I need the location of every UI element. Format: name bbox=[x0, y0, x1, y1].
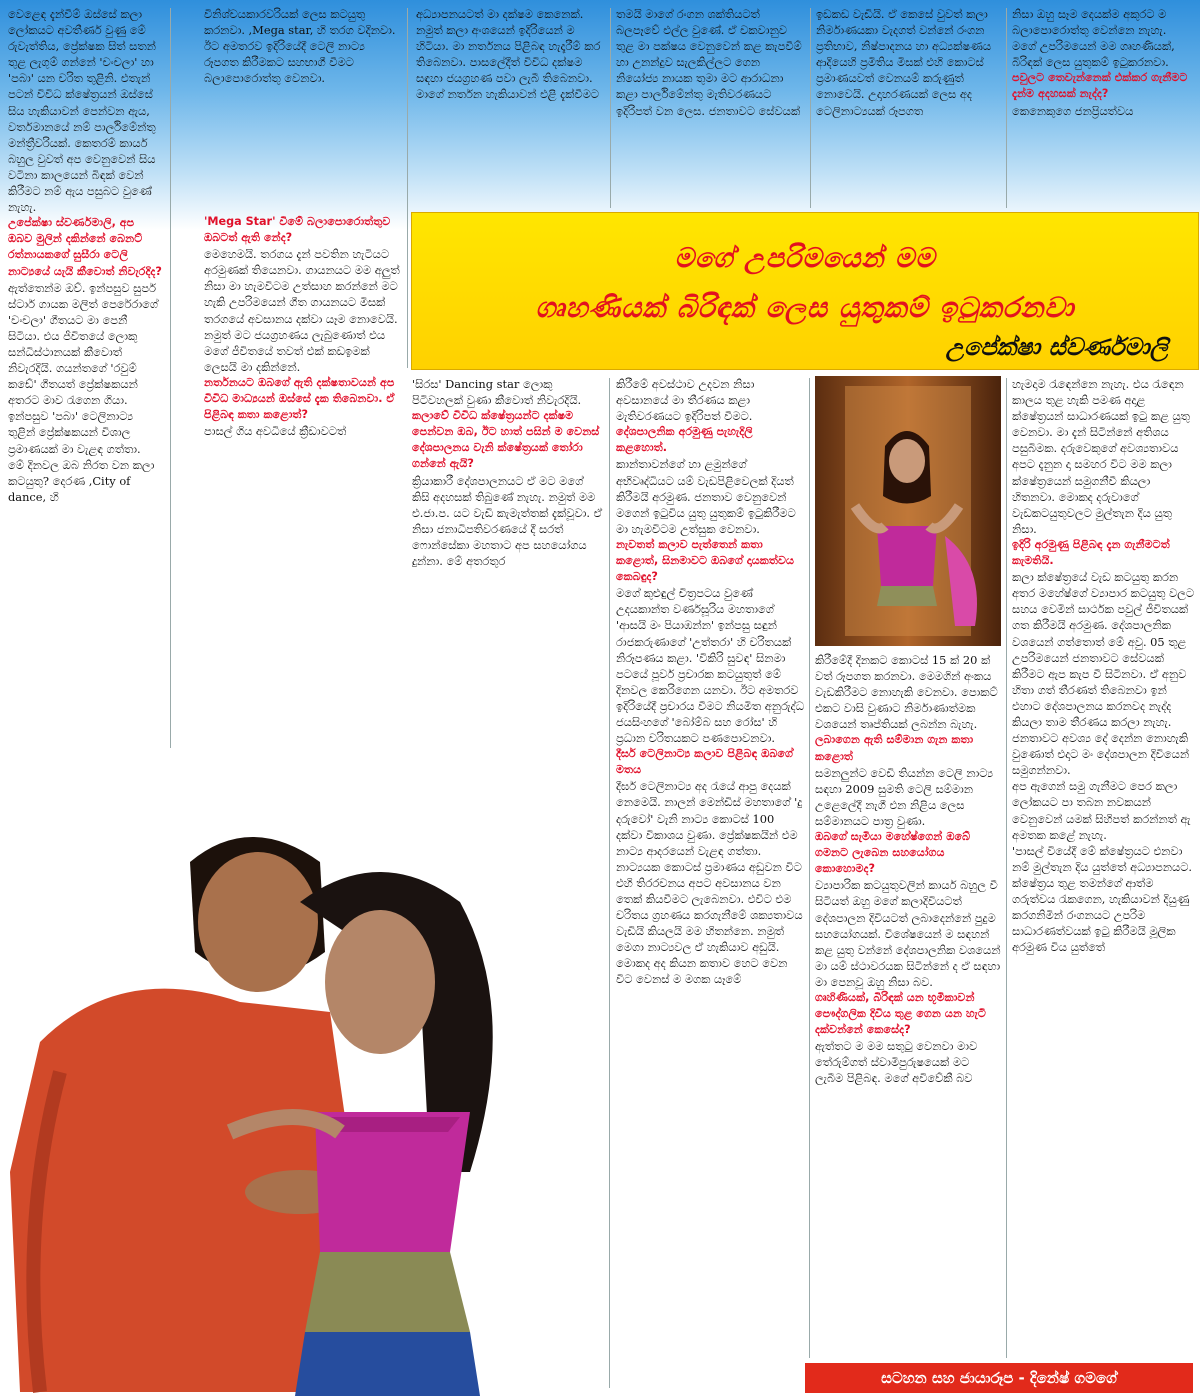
paragraph: කිරීමේදී දිනකට කොටස් 15 ක් 20 ක් වත් රූපගත කරනවා. මෙමගින් අංකය වැඩකිරීමට නොහැකි වෙනවා. පොකට් එකට වාසි වුණාට නිර්මාණාත්මක වශයෙන් තෘප්තියක් ලබන්න බැහැ. bbox=[815, 653, 998, 732]
column-rule bbox=[809, 378, 810, 1358]
column-rule bbox=[609, 378, 610, 1388]
paragraph: අප ඇගෙන් සමු ගැනීමට පෙර කලා ලෝකයට පා තබන නවකයන් වෙනුවෙන් යමක් සිහිපත් කරන්නත් ඇ අමතක කළේ නැහැ. bbox=[1012, 779, 1191, 842]
paragraph: විනිශ්චයකාරවරියක් ලෙස කටයුතු කරනවා. ,Mega star, හි තරග වදිනවා. ඊට අමතරව ඉදිරියේදී ටෙලි නාට්‍ය රූපගත කිරීමකට සහභාගී වීමට බලාපොරොත්තු වෙනවා. bbox=[204, 7, 396, 86]
paragraph: පාසල් ගිය අවධියේ ක්‍රීඩාවටත් bbox=[204, 424, 347, 439]
question-heading: දේශපාලනික අරමුණු පැහැදිලි කළහොත්. bbox=[616, 425, 753, 455]
paragraph: වෙළෙඳ දැන්වීම් ඔස්සේ කලා ලෝකයට අවතීර්ණ වුණු මේ රුවැත්තිය, ප්‍රේක්ෂක සිත් සතන් තුළ ලැගුම් ගන්නේ 'චංචලා' හා 'පබා' යන චරිත තුළිනි. එතැන් පටන් විවිධ ක්ෂේත්‍රයන් ඔස්සේ සිය හැකියාවන් පෙන්වන ඇය, වර්තමානයේ නම් පාර්ලිමේන්තු මන්ත්‍රීවරියක්. කෙතරම් කාර්ය බහුල වුවත් අප වෙනුවෙන් සිය වටිනා කාලයෙන් බිඳක් වෙන් කිරීමට නම් ඇය පසුබට වුණේ නැහැ. bbox=[8, 7, 156, 215]
paragraph: සමනලුන්ට වෙඩි තියන්න ටෙලි නාට්‍ය සඳහා 2009 සුමති ටෙලි සම්මාන උළෙලේදී නැගී එන නිළිය ලෙස සම්මානයට පාත්‍ර වුණා. bbox=[815, 765, 994, 828]
column-3 bbox=[416, 6, 606, 206]
column-6 bbox=[1012, 6, 1194, 206]
column-2-lower bbox=[204, 214, 402, 769]
byline: උපේක්ෂා ස්වර්ණමාලි bbox=[945, 333, 1168, 361]
paragraph: ඇත්තෙන්ම ඔව්. ඉන්පසුව සුපර් ස්ටාර් ගායක මලිත් පෙරේරාගේ 'චංචලා' ගීතයට මා පෙනී සිටියා. එය ජීවිතයේ ලොකු සන්ධිස්ථානයක් කීවොත් නිවැරදියි. ගයන්තගේ 'රවුම් කඩේ' ගීතයත් ප්‍රේක්ෂකයන් අතරට මාව රැගෙන ගියා. ඉන්පසුව 'පබා' ටෙලිනාට්‍ය තුළින් ප්‍රේක්ෂකයන් විශාල ප්‍රමාණයක් මා වැළඳ ගත්තා. bbox=[8, 280, 158, 456]
question-heading: නැවතත් කලාව පැත්තෙන් කතා කළොත්, සිනමාවට ඔබගේ දායකත්වය කෙබඳුද? bbox=[616, 537, 795, 584]
column-5 bbox=[816, 6, 1002, 206]
column-8 bbox=[616, 376, 804, 1388]
paragraph: 'පාසල් වියේදී මේ ක්ෂේත්‍රයට එනවා නම් මුල්තැන දිය යුත්තේ අධ්‍යාපනයට. ක්ෂේත්‍රය තුළ තමන්ගේ ආත්ම ගරුත්වය රැකගෙන, හැකියාවන් දියුණු කරගනිමින් රංගනයට උපරිම සාධාරණත්වයක් ඉටු කිරීමයි මූලික අරමුණ විය යුත්තේ bbox=[1012, 843, 1192, 955]
question-heading: ලබාගෙන ඇති සම්මාන ගැන කතා කළොත් bbox=[815, 733, 974, 763]
paragraph: ඇත්තට ම මම සතුටු වෙනවා මාව තේරුම්ගත් ස්වාමිපුරුෂයෙක් මට ලැබීම පිළිබඳ. මගේ අවිවේකී බව bbox=[815, 1039, 978, 1086]
paragraph: ඉඩකඩ වැඩියි. ඒ කෙසේ වුවත් කලා නිර්මාණයකා වැදගත් වන්නේ රංගන ප්‍රතිභාව, නිෂ්පාදනය හා අධ්‍යක්ෂණය ආදියෙහි ප්‍රමිතිය මිසක් එහි කොටස් ප්‍රමාණයවත් වෙනයම් කරුණුත් නොවෙයි. උදාහරණයක් ලෙස අද ටෙලිනාට්‍යයක් රූපගත bbox=[816, 7, 992, 118]
question-heading: කලාවේ විවිධ ක්ෂේත්‍රයන්ට දක්ෂම පෙන්වන ඔබ, ඊට හාත් පසින් ම වෙනස් දේශපාලනය වැනි ක්ෂේත්‍රයක් තෝරා ගන්නේ ඇයි? bbox=[412, 409, 600, 471]
column-7 bbox=[412, 376, 604, 776]
column-rule bbox=[1006, 378, 1007, 1358]
paragraph: 'සිරස' Dancing star ලොකු පිටිවහලක් වුණා කීවොත් නිවැරදියි. bbox=[412, 377, 582, 408]
portrait-photo bbox=[815, 376, 1001, 646]
headline-line-1: මගේ උපරිමයෙන් මම bbox=[674, 243, 936, 274]
column-rule bbox=[170, 8, 171, 748]
question-heading: පවුලට තෙවැන්නෙක් එක්කර ගැනීමට දැන්ම අදහසක් නැද්ද? bbox=[1012, 71, 1188, 101]
paragraph: කලා ක්ෂේත්‍රයේ වැඩ කටයුතු කරන අතර මහේෂ්ගේ ව්‍යාපාර කටයුතු වලට සහය වෙමින් සාර්ථක පවුල් ජීවිතයක් ගත කිරීමයි අරමුණ. දේශපාලනික වශයෙන් ගත්තොත් මේ අවු. 05 තුළ උපරිමයෙන් ජනතාවට සේවයක් කිරීමට ඇප කැප වී සිටිනවා. ඒ අනුව හිතා ගත් තීරණත් තිබෙනවා ඉන් එහාට දේශපාලනය කරනවද නැද්ද කියලා තාම තීරණය කරලා නැහැ. ජනතාවට අවශ්‍ය දේ දෙන්න නොහැකි වුණොත් එදාට මං දේශපාලන දිවියෙන් සමුගන්නවා. bbox=[1012, 570, 1195, 778]
column-2 bbox=[204, 6, 402, 214]
column-rule bbox=[610, 8, 611, 208]
column-10 bbox=[1012, 376, 1196, 1361]
question-heading: ඉදිරි අරමුණු පිළිබඳ දැන ගැනීමටත් කැමතියි. bbox=[1012, 537, 1170, 568]
question-heading: ගෘහිණියක්, බිරිඳක් යන භූමිකාවන් පෞද්ගලික දිවිය තුළ ගෙන යන හැටි දක්වන්නේ කෙසේද? bbox=[815, 990, 986, 1037]
paragraph: මගේ කුළුඳුල් චිත්‍රපටය වුණේ උදයකාන්ත වර්ණසූරිය මහතාගේ 'ආසයි මං පියාඹන්න' ඉන්පසු සඳුන් රාජකරුණාගේ 'උත්තරා' හි චරිතයක් නිරූපණය කළා. 'විකිරි සුවඳ' සිනමා පටයේ පූර්ව ප්‍රචාරක කටයුතුත් මේ දිනවල කෙරිගෙන යනවා. ඊට අමතරව ඉදිරියේදී ප්‍රචාරය වීමට නියමිත අනුරුද්ධ ජයසිංහගේ 'බෝම්බ සහ රෝස' හි ප්‍රධාන චරිතයකට පණපොවනවා. bbox=[616, 586, 804, 746]
paragraph: හැමදාම රැඳෙන්නෙ නැහැ. එය රැඳෙන කාලය තුළ හැකි පමණ අදාළ ක්ෂේත්‍රයන් සාධාරණයක් ඉටු කළ යුතු වෙනවා. මා දැන් සිටින්නේ අතිශය පසුබිමක. දරුවෙකුගේ අවශ්‍යතාවය අපට දැනුන දා සමහර විට මම කලා ක්ෂේත්‍රයෙන් සමුගනීවී කියලා හිතනවා. මොකද දරුවාගේ වැඩකටයුතුවලට මුල්තැන දිය යුතු නිසා. bbox=[1012, 377, 1190, 536]
photo-credit: සටහන සහ ජායාරූප - දිනේෂ් ගමගේ bbox=[805, 1363, 1193, 1393]
column-rule bbox=[407, 8, 408, 368]
paragraph: නිසා ඔහු සෑම දෙයක්ම අකුරට ම බලාපොරොත්තු වෙන්නෙ නැහැ. මගේ උපරිමයෙන් මම ගෘහණියක්, බිරිඳක් ලෙස යුතුකම් ඉටුකරනවා. bbox=[1012, 7, 1175, 70]
paragraph: ක්‍රියාකාරී දේශපාලනයට ඒ මට මගේ කිසි අදහසක් තිබුණේ නැහැ. නමුත් මම එ.ජා.ප. යට වැඩි කැමැත්තක් දැක්වූවා. ඒ නිසා ජනාධිපතිවරණයේ දී සරත් ෆොන්සේකා මහතාට අප සහයෝගය දුන්නා. මේ අතරතුර bbox=[412, 473, 603, 569]
question-heading: දීර්ඝ ටෙලිනාට්‍ය කලාව පිළිබඳ ඔබගේ මතය bbox=[616, 747, 793, 777]
paragraph: අධ්‍යාපනයටත් මා දක්ෂම කෙනෙක්. නමුත් කලා අංශයෙන් ඉදිරියෙන් ම හිටියා. මා නර්තනය පිළිබඳ හැදෑරීම් කර තිබෙනවා. පාසලේදීත් විවිධ දක්ෂම සඳහා ජයග්‍රහණ පවා ලැබී තිබෙනවා. මාගේ නර්තන හැකියාවන් එළි දැක්වීමට bbox=[416, 7, 601, 102]
paragraph: කාන්තාවන්ගේ හා ළමුන්ගේ අභිවෘද්ධියට යම් වැඩපිළිවෙලක් දියත් කිරීමයි අරමුණ. ජනතාව වෙනුවෙන් මගෙන් ඉටුවිය යුතු යුතුකම් ඉටුකිරීමට මා හැමවිටම උත්සුක වෙනවා. bbox=[616, 457, 796, 536]
question-heading: 'Mega Star' වීමේ බලාපොරොත්තුව ඔබටත් ඇති නේද? bbox=[204, 215, 391, 245]
paragraph: මෙහෙමයි. තරගය දැන් පවතින හැටියට අරමුණක් තියෙනවා. ගායනයට මම අලුත් නිසා මා හැමවිටම උත්සාහ කරන්නේ මට හැකි උපරිමයෙන් ගීත ගායනයට මිසක් තරගයේ අවසානය දක්වා යෑම නොවෙයි. නමුත් මට ජයග්‍රහණය ලැබුණොත් එය මගේ ජීවිතයේ තවත් එක් කඩඉමක් ලෙසයි මා දකින්නේ. bbox=[204, 247, 400, 374]
column-1 bbox=[8, 6, 162, 751]
paragraph: දීර්ඝ ටෙලිනාට්‍ය අද රැයේ ආපු දෙයක් නෙමෙයි. නාලන් මෙන්ඩිස් මහතාගේ 'දු දරුවෝ' වැනි නාට්‍ය කොටස් 100 දක්වා විකාශය වුණා. ප්‍රේක්ෂකයින් එම නාට්‍ය ආදරයෙන් වැළඳ ගත්තා. නාට්‍යයක කොටස් ප්‍රමාණය අඩුවන විට එහි තිරරචනය අපට අවසානය වන තෙක් කියවීමට ලැබෙනවා. එවිට එම චරිතය ග්‍රහණය කරගැනීමේ ශක්‍යතාවය වැඩියි කියලයි මම හිතන්නෙ. නමුත් මෙගා නාට්‍යවල ඒ හැකියාව අඩුයි. මොකද අද කියන කතාව හෙට වෙන විට වෙනස් ම මගක යෑමේ bbox=[616, 779, 803, 987]
couple-photo bbox=[0, 752, 608, 1396]
paragraph: තමයි මාගේ රංගන ශක්තියටත් බලපෑවේ එල්ල වුණේ. ඒ චකවානුව තුළ මා පක්ෂය වෙනුවෙන් කළ කැපවීම් හා උනන්දුව සැලකිල්ලට ගෙන නියෝජ්‍ය නායක තුමා මට ආරාධනා කළා පාර්ලිමේන්තු මැතිවරණයට ඉදිරිපත් වන ලෙස. ජනතාවට සේවයක් bbox=[616, 7, 802, 118]
column-4 bbox=[616, 6, 804, 206]
headline-banner bbox=[411, 212, 1199, 370]
paragraph: කිරීමේ අවස්ථාව උදවන නිසා අවසානයේ මා තීරණය කළා මැතිවරණයට ඉදිරිපත් වීමට. bbox=[616, 377, 755, 424]
paragraph: ව්‍යාපාරික කටයුතුවලින් කාර්ය බහුල වී සිටියත් ඔහු මගේ කලාදිවියටත් දේශපාලන දිවියටත් ලබාදෙන්නේ පුදුම සහයෝගයක්. විශේෂයෙන් ම සඳහන් කළ යුතු වන්නේ දේශපාලනික වශයෙන් මා යම් ස්ථාවරයක සිටින්නේ ද ඒ සඳහා මා පෙනවූ ඔහු නිසා බව. bbox=[815, 878, 1001, 989]
question-heading: ඔබගේ සැමියා මහේෂ්ගෙන් ඔබේ ගමනට ලැබෙන සහයෝගය කොහොමද? bbox=[815, 830, 971, 876]
column-rule bbox=[1006, 8, 1007, 208]
column-9 bbox=[815, 652, 1001, 1360]
paragraph: මේ දිනවල ඔබ නිරත වන කලා කටයුතු? දෙරණ ,City of dance, හි bbox=[8, 457, 155, 504]
headline-line-2: ගෘහණියක් බිරිඳක් ලෙස යුතුකම් ඉටුකරනවා bbox=[535, 291, 1075, 324]
question-heading: නර්තනයට ඔබගේ ඇති දක්ෂතාවයන් අප විවිධ මාධ්‍යයන් ඔස්සේ දැක තිබෙනවා. ඒ පිළිබඳ කතා කළොත්? bbox=[204, 375, 395, 422]
column-rule bbox=[810, 8, 811, 208]
paragraph: කෙනෙකුගෙ ජනප්‍රියත්වය bbox=[1012, 103, 1134, 118]
question-heading: උපේක්ෂා ස්වර්ණමාලි, අප ඔබව මුලින් දකින්නේ බෙනට් රත්නායකගේ සුසීරා ටෙලි නාට්‍යයේ යැයි කීවොත් නිවැරදිද? bbox=[8, 216, 162, 278]
